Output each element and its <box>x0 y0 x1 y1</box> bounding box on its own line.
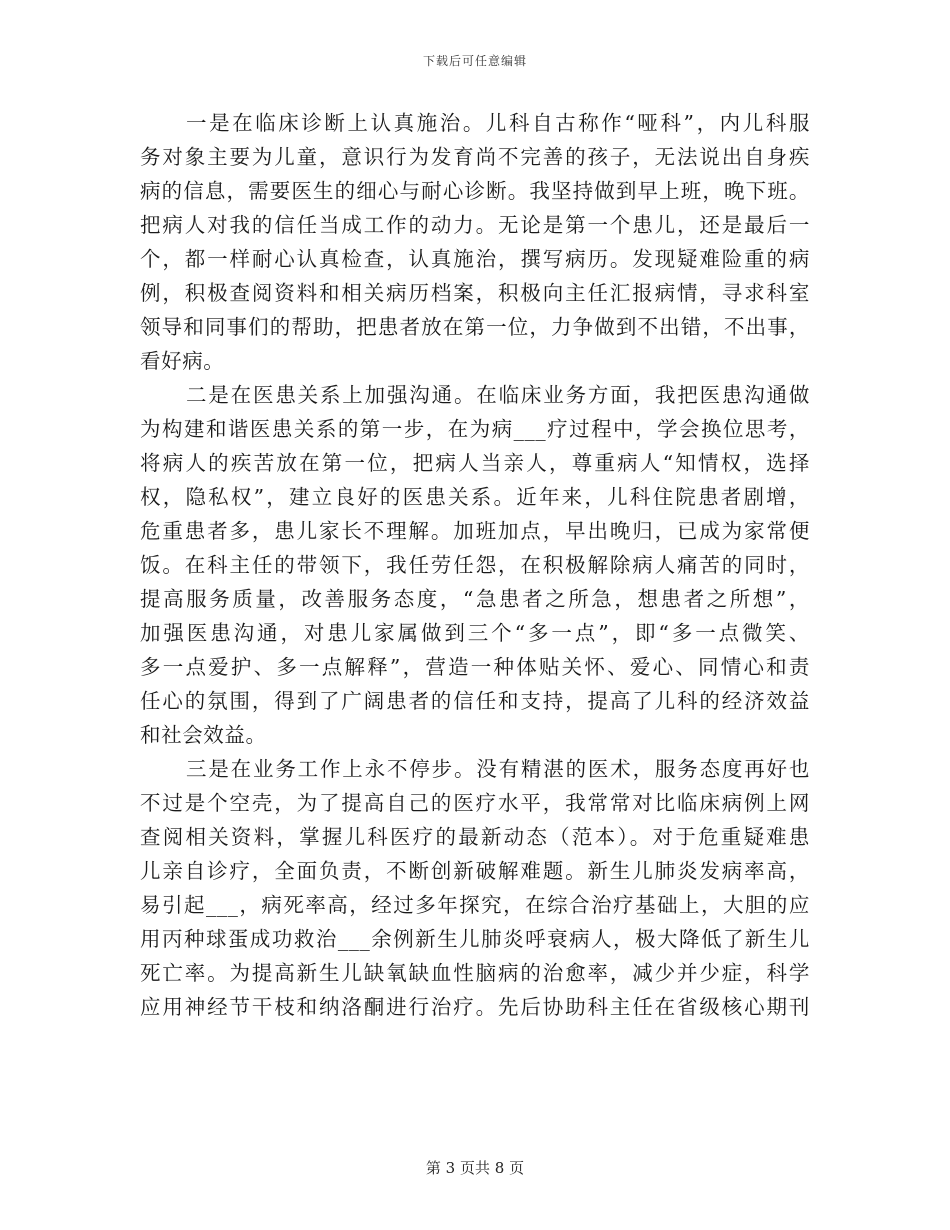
text-line: 危重患者多，患儿家长不理解。加班加点，早出晚归，已成为家常便 <box>140 519 810 543</box>
text-line: 领导和同事们的帮助，把患者放在第一位，力争做到不出错，不出事， <box>140 315 810 339</box>
text-line: 饭。在科主任的带领下，我任劳任怨，在积极解除病人痛苦的同时， <box>140 553 810 577</box>
text-line: 个，都一样耐心认真检查，认真施治，撰写病历。发现疑难险重的病 <box>140 247 810 271</box>
text-line: 和社会效益。 <box>140 723 267 747</box>
text-line: 儿亲自诊疗，全面负责，不断创新破解难题。新生儿肺炎发病率高， <box>140 859 810 883</box>
text-line: 例，积极查阅资料和相关病历档案，积极向主任汇报病情，寻求科室 <box>140 281 810 305</box>
text-line: 为构建和谐医患关系的第一步，在为病___疗过程中，学会换位思考， <box>140 417 810 441</box>
paragraph-3 <box>140 752 810 1024</box>
page-header: 下载后可任意编辑 <box>422 54 527 68</box>
text-line: 用丙种球蛋成功救治___余例新生儿肺炎呼衰病人，极大降低了新生儿 <box>140 927 810 951</box>
text-line: 应用神经节干枝和纳洛酮进行治疗。先后协助科主任在省级核心期刊 <box>140 995 810 1019</box>
text-line: 二是在医患关系上加强沟通。在临床业务方面，我把医患沟通做 <box>186 383 810 407</box>
text-line: 一是在临床诊断上认真施治。儿科自古称作“哑科”，内儿科服 <box>186 111 810 135</box>
text-line: 易引起___，病死率高，经过多年探究，在综合治疗基础上，大胆的应 <box>140 893 810 917</box>
paragraph-1 <box>140 106 810 378</box>
page-footer: 第 3 页共 8 页 <box>425 1159 525 1177</box>
text-line: 多一点爱护、多一点解释”，营造一种体贴关怀、爱心、同情心和责 <box>140 655 810 679</box>
text-line: 不过是个空壳，为了提高自己的医疗水平，我常常对比临床病例上网 <box>140 791 810 815</box>
text-line: 三是在业务工作上永不停步。没有精湛的医术，服务态度再好也 <box>186 757 810 781</box>
text-line: 任心的氛围，得到了广阔患者的信任和支持，提高了儿科的经济效益 <box>140 689 810 713</box>
text-line: 权，隐私权”，建立良好的医患关系。近年来，儿科住院患者剧增， <box>140 485 810 509</box>
text-line: 病的信息，需要医生的细心与耐心诊断。我坚持做到早上班，晚下班。 <box>140 179 810 203</box>
text-line: 把病人对我的信任当成工作的动力。无论是第一个患儿，还是最后一 <box>140 213 810 237</box>
paragraph-2 <box>140 378 810 752</box>
text-line: 务对象主要为儿童，意识行为发育尚不完善的孩子，无法说出自身疾 <box>140 145 810 169</box>
text-line: 将病人的疾苦放在第一位，把病人当亲人，尊重病人“知情权，选择 <box>140 451 810 475</box>
text-line: 提高服务质量，改善服务态度，“急患者之所急，想患者之所想”， <box>140 587 810 611</box>
text-line: 查阅相关资料，掌握儿科医疗的最新动态（范本）。对于危重疑难患 <box>140 825 810 849</box>
text-line: 加强医患沟通，对患儿家属做到三个“多一点”，即“多一点微笑、 <box>140 621 810 645</box>
text-line: 看好病。 <box>140 349 225 373</box>
text-line: 死亡率。为提高新生儿缺氧缺血性脑病的治愈率，减少并少症，科学 <box>140 961 810 985</box>
document-body <box>140 106 810 1024</box>
